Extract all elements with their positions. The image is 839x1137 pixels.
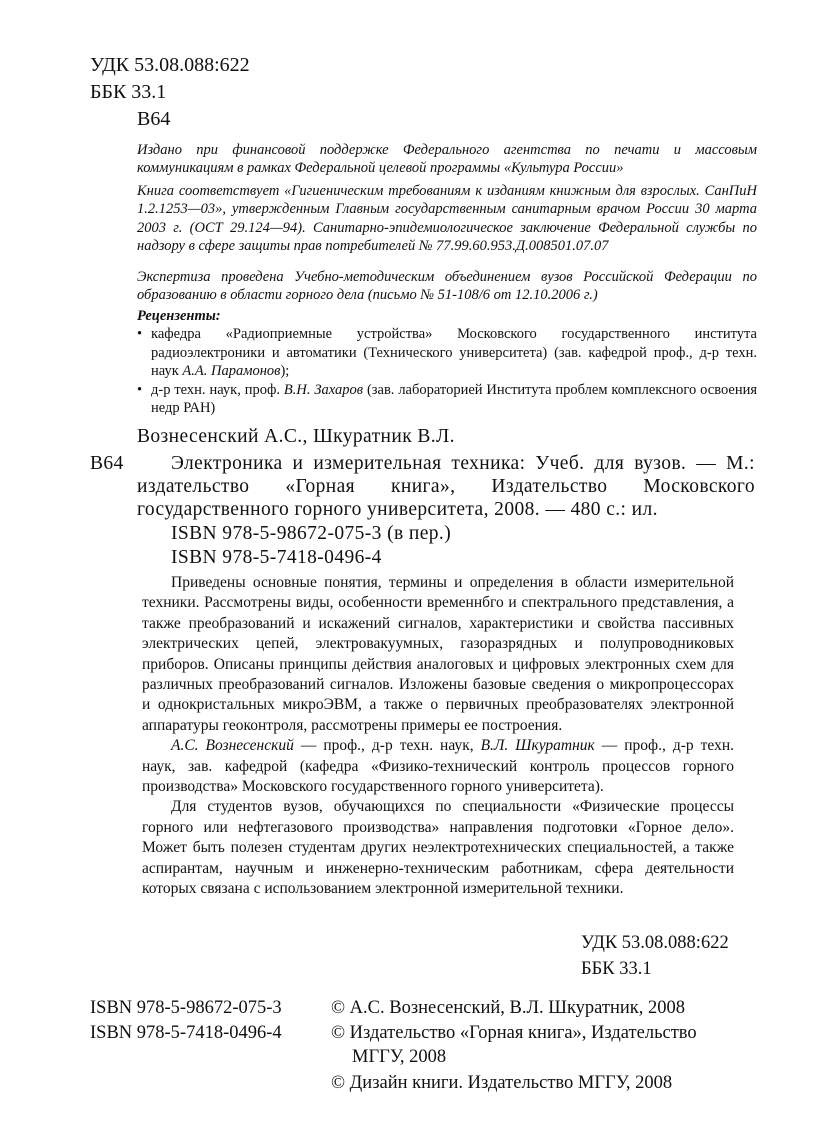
annotation [142, 573, 734, 900]
footer-isbn-2: ISBN 978-5-7418-0496-4 [90, 1023, 282, 1043]
reviewers-block [137, 307, 757, 417]
hygiene-note: Книга соответствует «Гигиеническим требованиям к изданиям книжным для взрослых. СанПиН 1.2.1253—03», утвержденным Главным государственным санитарным врачом России 30 марта 2003 г. (ОСТ 29.124—94). Санитарно-эпидемиологическое заключение Федеральной службы по надзору в сфере защиты прав потребителей № 77.99.60.953.Д.008501.07.07 [137, 183, 757, 255]
reviewer-item [137, 325, 757, 380]
book-isbn-1: ISBN 978-5-98672-075-3 (в пер.) [171, 523, 452, 544]
reviewer-text: кафедра «Радиоприемные устройства» Московского государственного института радиоэлектроники и автоматики (Технического университета) (зав. кафедрой проф., д-р техн. наук А.А. Парамонов); [151, 326, 757, 380]
copyright-authors: © А.С. Вознесенский, В.Л. Шкуратник, 2008 [331, 998, 686, 1018]
bullet: • [137, 381, 143, 398]
bottom-bbk: ББК 33.1 [581, 959, 652, 979]
author-mark: В64 [137, 108, 171, 130]
funding-note: Издано при финансовой поддержке Федерального агентства по печати и массовым коммуникациям в рамках Федеральной целевой программы «Культура России» [137, 142, 757, 177]
bbk-code: ББК 33.1 [90, 81, 167, 103]
bottom-udk: УДК 53.08.088:622 [581, 933, 729, 953]
annotation-paragraph: Приведены основные понятия, термины и определения в области измерительной техники. Рассмотрены виды, особенности временнбго и спектрального представления, а также преобразований и искажений сигналов, характеристики и свойства пассивных электрических цепей, электровакуумных, газоразрядных и полупроводниковых приборов. Описаны принципы действия аналоговых и цифровых электронных схем для различных преобразований сигналов. Изложены базовые сведения о микропроцессорах и однокристальных микроЭВМ, а также о первичных преобразователях электронной аппаратуры геоконтроля, рассмотрены примеры ее построения. [142, 574, 734, 734]
expertise-note: Экспертиза проведена Учебно-методическим объединением вузов Российской Федерации по образованию в области горного дела (письмо № 51-108/6 от 12.10.2006 г.) [137, 269, 757, 304]
copyright-publisher: © Издательство «Горная книга», Издательство [331, 1023, 697, 1043]
copyright-design: © Дизайн книги. Издательство МГГУ, 2008 [331, 1073, 673, 1093]
annotation-authors: А.С. Вознесенский — проф., д-р техн. наук, В.Л. Шкуратник — проф., д-р техн. наук, зав. кафедрой (кафедра «Физико-технический контроль процессов горного производства» Московского государственного горного университета). [142, 737, 734, 796]
reviewer-text: д-р техн. наук, проф. В.Н. Захаров (зав. лабораторией Института проблем комплексного освоения недр РАН) [151, 381, 758, 417]
book-description: Электроника и измерительная техника: Учеб. для вузов. — М.: издательство «Горная книга», Издательство Московского государственного горного университета, 2008. — 480 с.: ил. [137, 453, 755, 520]
annotation-audience: Для студентов вузов, обучающихся по специальности «Физические процессы горного или нефтегазового производства» направления подготовки «Горное дело». Может быть полезен студентам других неэлектротехнических специальностей, а также аспирантам, научным и инженерно-техническим работникам, сфера деятельности которых связана с использованием электронной измерительной техники. [142, 798, 734, 898]
book-isbn-2: ISBN 978-5-7418-0496-4 [171, 547, 382, 568]
reviewers-title: Рецензенты: [137, 308, 221, 324]
footer-isbn-1: ISBN 978-5-98672-075-3 [90, 998, 282, 1018]
copyright-publisher-cont: МГГУ, 2008 [352, 1047, 447, 1067]
reviewer-item [137, 381, 757, 418]
bullet: • [137, 326, 143, 343]
book-authors: Вознесенский А.С., Шкуратник В.Л. [137, 426, 455, 447]
udk-code: УДК 53.08.088:622 [90, 54, 250, 76]
book-code: В64 [90, 453, 124, 474]
